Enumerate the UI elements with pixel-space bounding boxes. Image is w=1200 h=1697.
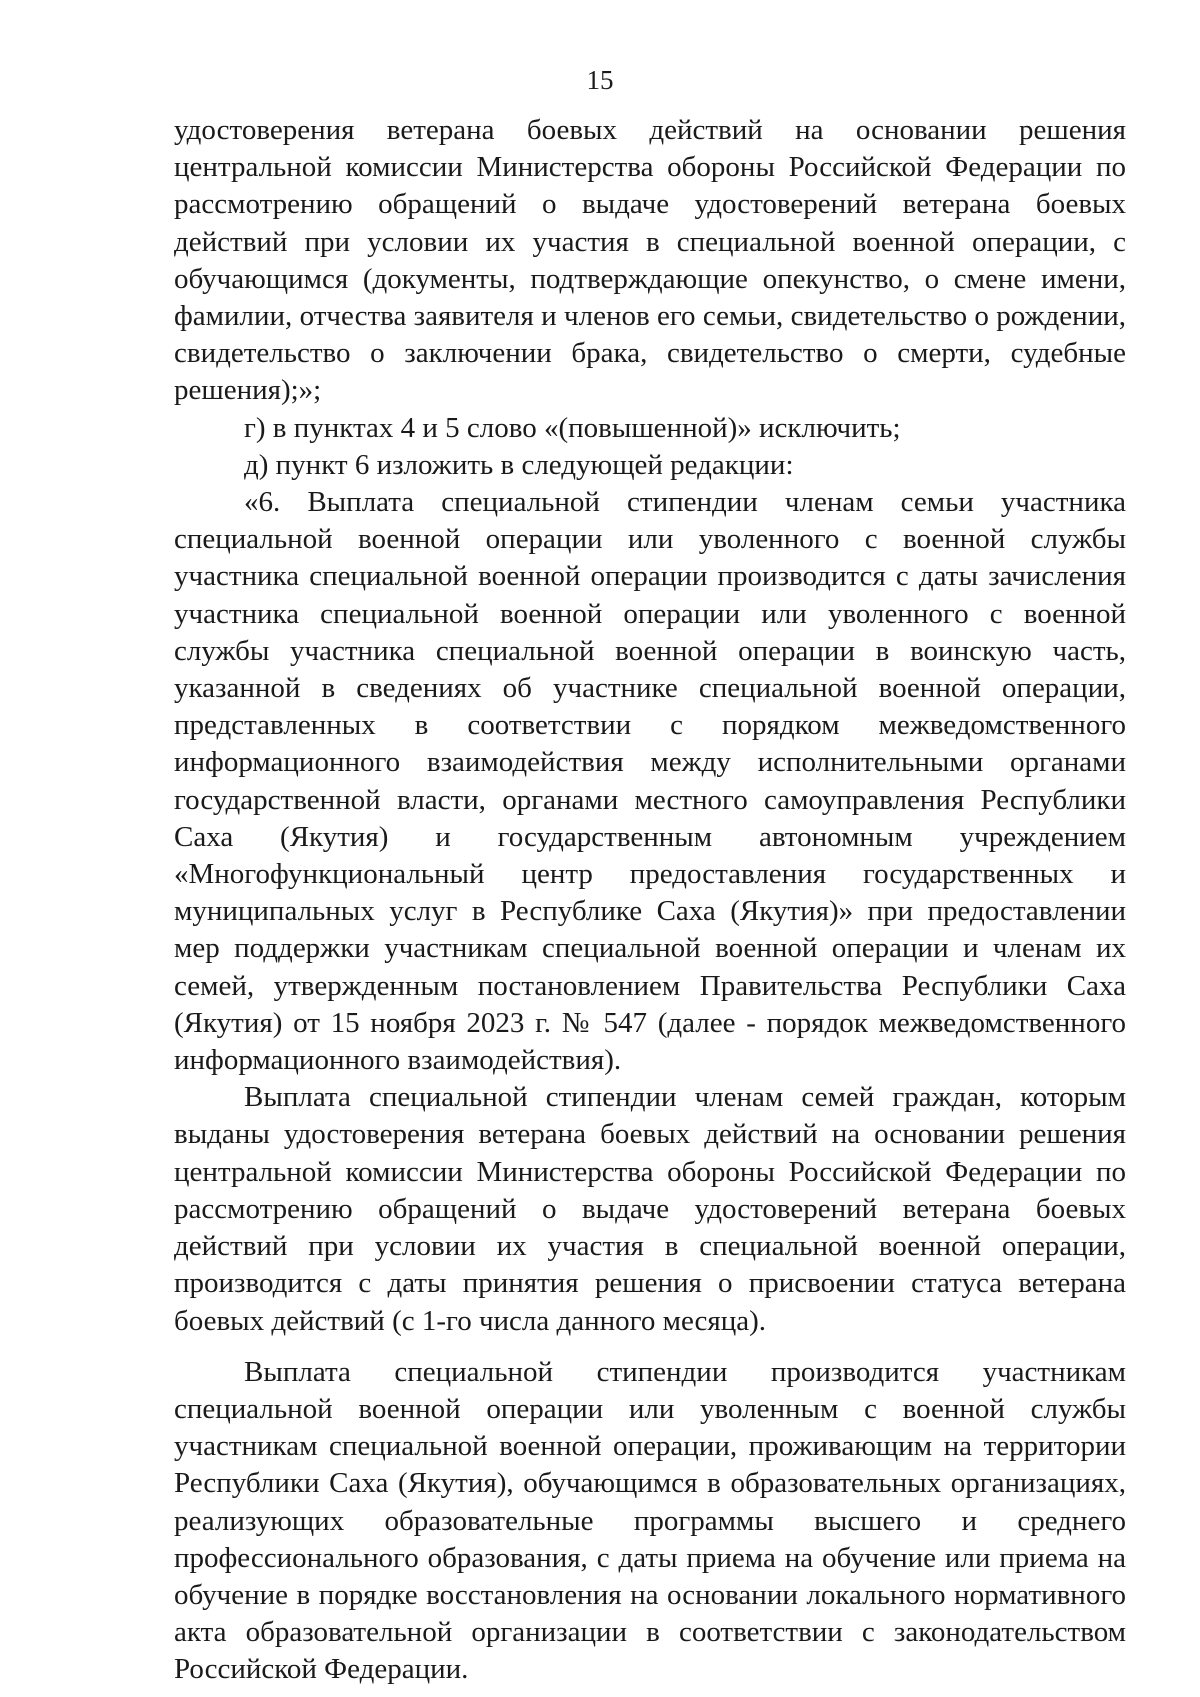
document-body bbox=[174, 112, 1126, 1689]
page-number: 15 bbox=[586, 65, 614, 95]
paragraph-veterans-families: Выплата специальной стипендии членам семей граждан, которым выданы удостоверения ветерана боевых действий на основании решения центральной комиссии Министерства обороны Российской Федерации по рассмотрению обращений о выдаче удостоверений ветерана боевых действий при условии их участия в специальной военной операции, производится с даты принятия решения о присвоении статуса ветерана боевых действий (с 1-го числа данного месяца). bbox=[174, 1081, 1126, 1337]
paragraph-participants: Выплата специальной стипендии производится участникам специальной военной операции или уволенным с военной службы участникам специальной военной операции, проживающим на территории Республики Саха (Якутия), обучающимся в образовательных организациях, реализующих образовательные программы высшего и среднего профессионального образования, с даты приема на обучение или приема на обучение в порядке восстановления на основании локального нормативного акта образовательной организации в соответствии с законодательством Российской Федерации. bbox=[174, 1355, 1126, 1686]
paragraph-item-d: д) пункт 6 изложить в следующей редакции: bbox=[244, 448, 794, 481]
paragraph-continuation: удостоверения ветерана боевых действий на основании решения центральной комиссии Министерства обороны Российской Федерации по рассмотрению обращений о выдаче удостоверений ветерана боевых действий при условии их участия в специальной военной операции, с обучающимся (документы, подтверждающие опекунство, о смене имени, фамилии, отчества заявителя и членов его семьи, свидетельство о рождении, свидетельство о заключении брака, свидетельство о смерти, судебные решения);»; bbox=[174, 114, 1126, 407]
paragraph-clause-6: «6. Выплата специальной стипендии членам семьи участника специальной военной операции или уволенного с военной службы участника специальной военной операции производится с даты зачисления участника специальной военной операции или уволенного с военной службы участника специальной военной операции в воинскую часть, указанной в сведениях об участнике специальной военной операции, представленных в соответствии с порядком межведомственного информационного взаимодействия между исполнительными органами государственной власти, органами местного самоуправления Республики Саха (Якутия) и государственным автономным учреждением «Многофункциональный центр предоставления государственных и муниципальных услуг в Республике Саха (Якутия)» при предоставлении мер поддержки участникам специальной военной операции и членам их семей, утвержденным постановлением Правительства Республики Саха (Якутия) от 15 ноября 2023 г. № 547 (далее - порядок межведомственного информационного взаимодействия). bbox=[174, 486, 1126, 1077]
paragraph-item-g: г) в пунктах 4 и 5 слово «(повышенной)» исключить; bbox=[244, 411, 901, 444]
